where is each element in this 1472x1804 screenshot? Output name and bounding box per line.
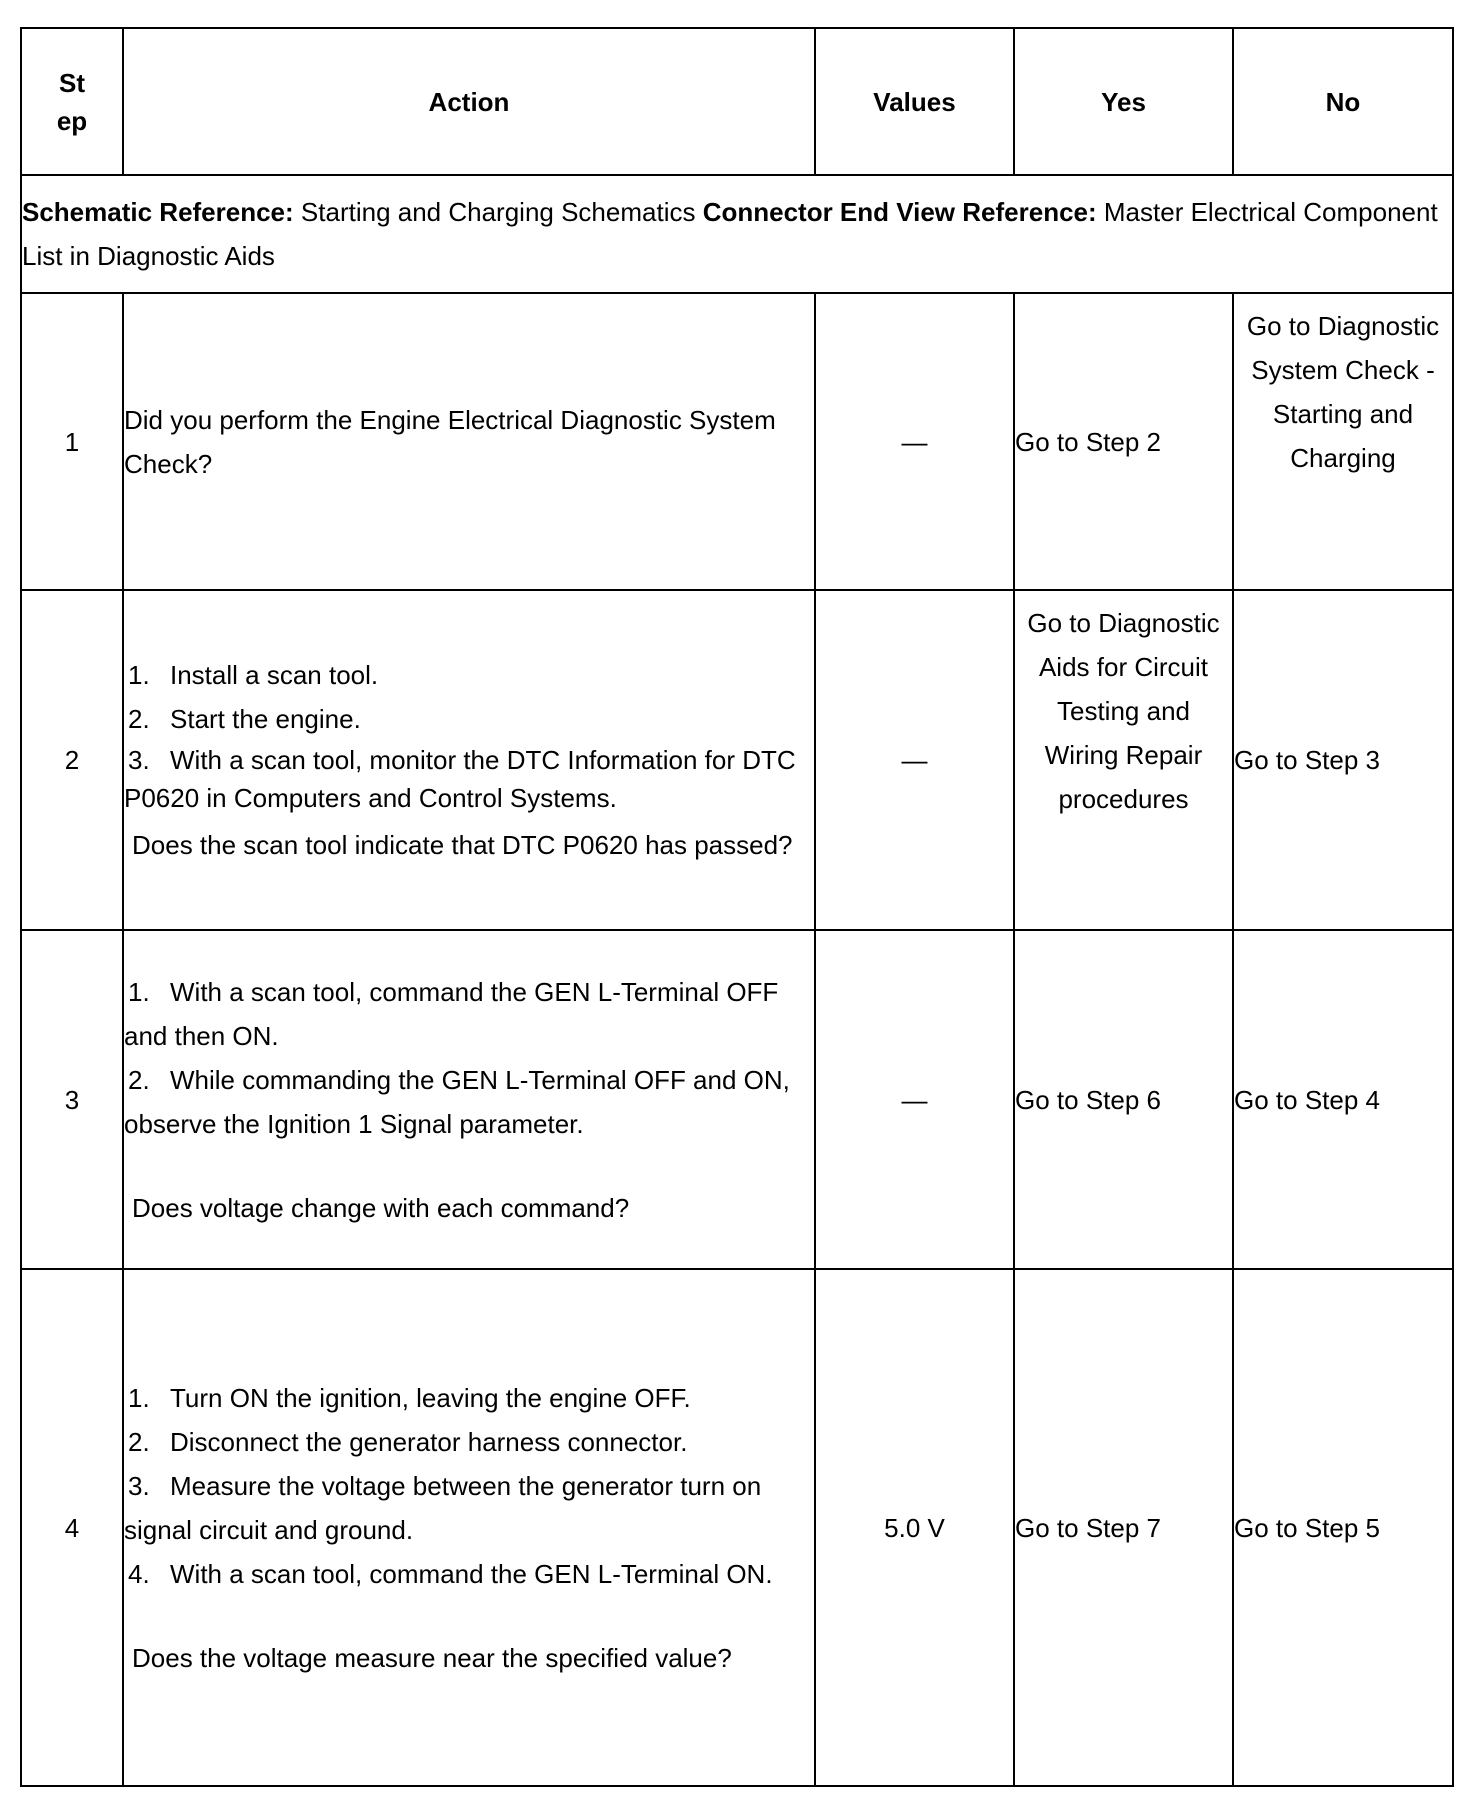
list-item (124, 697, 814, 741)
header-row (21, 28, 1453, 175)
no-link[interactable]: Go to Step 4 (1233, 930, 1453, 1269)
step-number: 4 (21, 1269, 123, 1786)
header-action: Action (123, 28, 815, 175)
action-cell (123, 293, 815, 590)
diagnostic-table (20, 27, 1454, 1787)
action-text: Did you perform the Engine Electrical Diagnostic System Check? (124, 404, 776, 479)
item-text[interactable]: With a scan tool, monitor the DTC Information for DTC P0620 in Computers and Control Systems. (124, 745, 796, 813)
value-cell: — (815, 590, 1014, 930)
step-number: 3 (21, 930, 123, 1269)
item-text: Turn ON the ignition, leaving the engine OFF. (170, 1382, 691, 1413)
connector-reference-label: Connector End View Reference: (702, 197, 1097, 227)
item-text: Install a scan tool. (170, 660, 379, 690)
table-row (21, 930, 1453, 1269)
list-item (124, 1376, 814, 1420)
yes-link[interactable]: Go to Diagnostic Aids for Circuit Testing and Wiring Repair procedures (1014, 590, 1233, 930)
spacer (124, 1146, 814, 1186)
value-cell: 5.0 V (815, 1269, 1014, 1786)
item-text: Start the engine. (170, 704, 361, 734)
action-steps-list (124, 970, 814, 1146)
yes-link[interactable]: Go to Step 7 (1014, 1269, 1233, 1786)
item-number: 1. (128, 976, 150, 1007)
action-cell (123, 1269, 815, 1786)
item-number: 1. (128, 1382, 150, 1413)
value-cell: — (815, 930, 1014, 1269)
no-link[interactable]: Go to Step 3 (1233, 590, 1453, 930)
no-link[interactable]: Go to Step 5 (1233, 1269, 1453, 1786)
action-cell (123, 930, 815, 1269)
list-item (124, 653, 814, 697)
list-item (124, 741, 814, 817)
table-row (21, 590, 1453, 930)
connector-reference-link[interactable]: Master Electrical Component List in Diagnostic Aids (22, 197, 1438, 271)
schematic-reference-label: Schematic Reference: (22, 197, 294, 227)
header-step-line1: St (59, 67, 85, 98)
item-number: 3. (128, 745, 150, 775)
header-step-line2: ep (56, 105, 88, 136)
yes-link[interactable]: Go to Step 6 (1014, 930, 1233, 1269)
question-text: Does the voltage measure near the specified value? (132, 1642, 732, 1673)
reference-row (21, 175, 1453, 293)
list-item (124, 1420, 814, 1464)
question-text: Does the scan tool indicate that DTC P0620 has passed? (132, 830, 793, 860)
item-text: Disconnect the generator harness connector. (170, 1426, 688, 1457)
item-text: Measure the voltage between the generator turn on signal circuit and ground. (124, 1470, 762, 1545)
reference-cell (21, 175, 1453, 293)
header-no: No (1233, 28, 1453, 175)
schematic-reference-link[interactable]: Starting and Charging Schematics (300, 197, 696, 227)
table-row (21, 293, 1453, 590)
list-item (124, 1464, 814, 1552)
action-steps-list (124, 1376, 814, 1596)
spacer (124, 1596, 814, 1636)
item-number: 3. (128, 1470, 150, 1501)
no-link[interactable]: Go to Diagnostic System Check - Starting and Charging (1233, 293, 1453, 590)
header-yes: Yes (1014, 28, 1233, 175)
item-text: While commanding the GEN L-Terminal OFF and ON, observe the Ignition 1 Signal parameter. (124, 1064, 790, 1139)
item-number: 2. (128, 1426, 150, 1457)
value-cell: — (815, 293, 1014, 590)
question-text: Does voltage change with each command? (132, 1192, 630, 1223)
list-item (124, 970, 814, 1058)
action-cell (123, 590, 815, 930)
table-row (21, 1269, 1453, 1786)
item-number: 2. (128, 704, 150, 734)
item-number: 1. (128, 660, 150, 690)
item-text: With a scan tool, command the GEN L-Terminal ON. (170, 1558, 773, 1589)
list-item (124, 1058, 814, 1146)
header-values: Values (815, 28, 1014, 175)
step-number: 2 (21, 590, 123, 930)
item-text: With a scan tool, command the GEN L-Terminal OFF and then ON. (124, 976, 779, 1051)
yes-link[interactable]: Go to Step 2 (1014, 293, 1233, 590)
list-item (124, 1552, 814, 1596)
header-step (21, 28, 123, 175)
action-steps-list (124, 653, 814, 817)
item-number: 4. (128, 1558, 150, 1589)
step-number: 1 (21, 293, 123, 590)
item-number: 2. (128, 1064, 150, 1095)
